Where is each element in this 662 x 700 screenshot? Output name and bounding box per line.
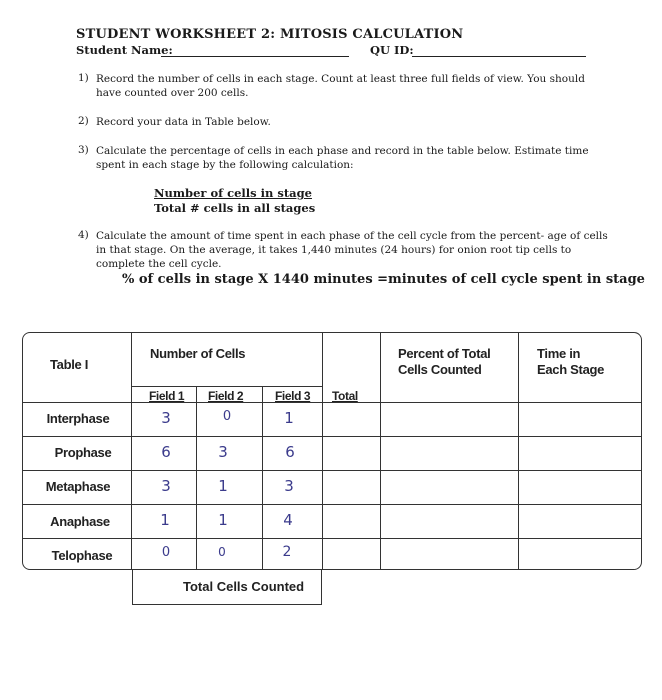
- telophase-field-1: 0: [161, 545, 171, 560]
- anaphase-field-1: 1: [160, 511, 170, 529]
- prophase-field-1: 6: [161, 443, 171, 461]
- telophase-field-2: 0: [218, 545, 226, 559]
- prophase-field-3: 6: [285, 443, 295, 461]
- number-of-cells-header: Number of Cells: [150, 346, 246, 361]
- time-header-line-1: Time in: [537, 346, 581, 361]
- row-label-telophase: Telophase: [51, 548, 113, 563]
- instruction-2-number: 2): [78, 115, 89, 127]
- row-label-interphase: Interphase: [46, 411, 110, 426]
- metaphase-field-1: 3: [161, 477, 171, 495]
- col-divider: [196, 386, 197, 570]
- metaphase-field-3: 3: [284, 477, 294, 495]
- row-label-metaphase: Metaphase: [45, 479, 111, 494]
- fraction-denominator: Total # cells in all stages: [154, 201, 316, 215]
- metaphase-field-2: 1: [218, 477, 228, 495]
- interphase-field-3: 1: [284, 409, 294, 427]
- instruction-1-line-1: Record the number of cells in each stage. Count at least three full fields of view. You should: [96, 73, 585, 85]
- instruction-4-line-2: in that stage. On the average, it takes 1,440 minutes (24 hours) for onion root tip cells to: [96, 244, 572, 256]
- col-divider: [262, 386, 263, 570]
- instruction-4-line-1: Calculate the amount of time spent in each phase of the cell cycle from the percent- age of cells: [96, 230, 608, 242]
- row-divider: [23, 436, 641, 437]
- col-divider: [322, 333, 323, 570]
- instruction-3-line-2: spent in each stage by the following calculation:: [96, 159, 354, 171]
- anaphase-field-3: 4: [283, 511, 293, 529]
- row-divider: [131, 386, 322, 387]
- total-cells-counted-label: Total Cells Counted: [183, 579, 305, 594]
- instruction-1-line-2: have counted over 200 cells.: [96, 87, 249, 99]
- time-formula: % of cells in stage X 1440 minutes =minutes of cell cycle spent in stage: [122, 272, 645, 287]
- fraction-numerator: Number of cells in stage: [154, 186, 312, 200]
- col-divider: [380, 333, 381, 570]
- prophase-field-2: 3: [218, 443, 228, 461]
- anaphase-field-2: 1: [218, 511, 228, 529]
- row-divider: [23, 538, 641, 539]
- instruction-4-line-3: complete the cell cycle.: [96, 258, 222, 270]
- qu-id-label: QU ID:: [370, 43, 414, 57]
- instruction-3-line-1: Calculate the percentage of cells in each phase and record in the table below. Estimate time: [96, 145, 589, 157]
- instruction-1-number: 1): [78, 72, 89, 84]
- field-2-header: Field 2: [208, 389, 244, 403]
- interphase-field-2: 0: [222, 409, 232, 424]
- telophase-field-3: 2: [282, 544, 292, 560]
- student-name-label: Student Name:: [76, 43, 173, 57]
- interphase-field-1: 3: [161, 409, 171, 427]
- time-header-line-2: Each Stage: [537, 362, 605, 377]
- instruction-3-number: 3): [78, 144, 89, 156]
- row-label-anaphase: Anaphase: [50, 514, 110, 529]
- row-label-prophase: Prophase: [54, 445, 112, 460]
- total-header: Total: [332, 389, 358, 403]
- table-label: Table I: [50, 357, 89, 372]
- row-divider: [23, 470, 641, 471]
- row-divider: [23, 504, 641, 505]
- col-divider: [518, 333, 519, 570]
- percent-header-line-1: Percent of Total: [398, 346, 491, 361]
- instruction-2-line-1: Record your data in Table below.: [96, 116, 271, 128]
- instruction-4-number: 4): [78, 229, 89, 241]
- worksheet-title: STUDENT WORKSHEET 2: MITOSIS CALCULATION: [76, 27, 464, 42]
- field-1-header: Field 1: [149, 389, 185, 403]
- field-3-header: Field 3: [275, 389, 311, 403]
- percent-header-line-2: Cells Counted: [398, 362, 482, 377]
